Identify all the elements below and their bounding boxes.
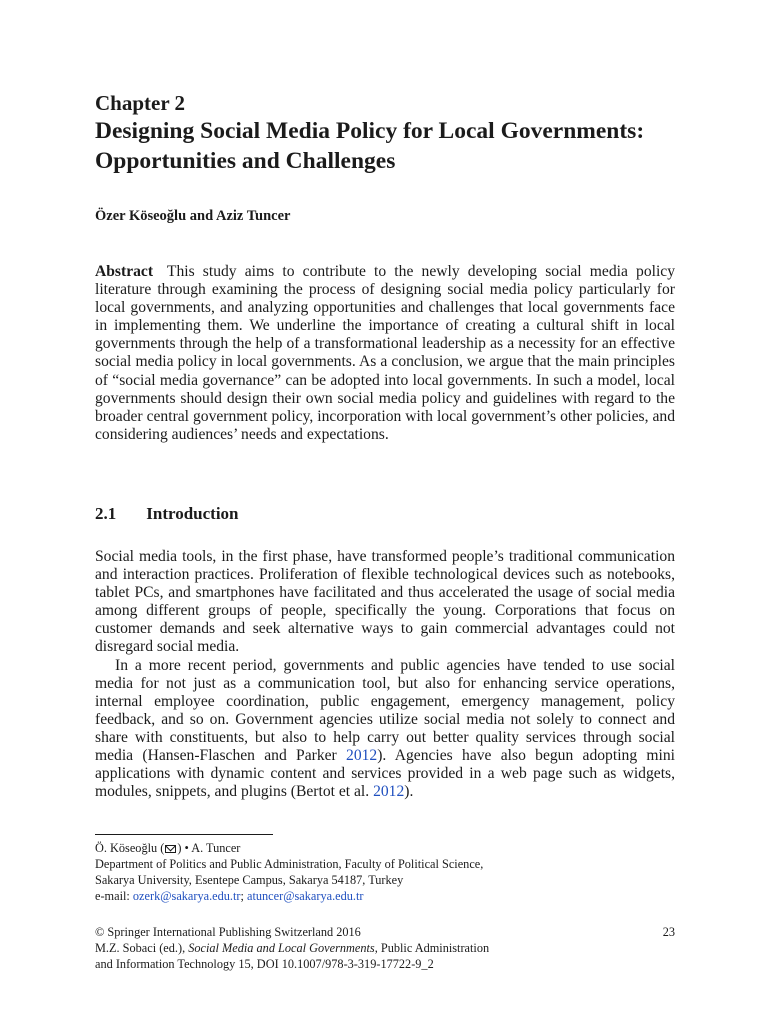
footnote-affiliation-2: Sakarya University, Esentepe Campus, Sakarya 54187, Turkey: [95, 873, 404, 887]
document-page: [95, 0, 675, 1024]
body-text: [95, 548, 675, 801]
editor-line: [95, 940, 675, 956]
envelope-icon: [165, 845, 176, 853]
editor-prefix: M.Z. Sobaci (ed.),: [95, 941, 189, 955]
chapter-title: Designing Social Media Policy for Local Governments: Opportunities and Challenges: [95, 118, 645, 174]
paragraph-2-text-c: ).: [404, 783, 414, 801]
section-title: Introduction: [146, 504, 239, 523]
abstract-text: This study aims to contribute to the newly developing social media policy literature through examining the process of designing social media policy particularly for local governments, and analyzing opportunities and challenges that local governments face in implementing them. We underline the importance of creating a cultural shift in local governments through the help of a transformational leadership as a necessity for an effective social media policy in local governments. As a conclusion, we argue that the main principles of “social media governance” can be adopted into local governments. In such a model, local governments should design their own social media policy and guidelines with regard to the broader central government policy, incorporation with local government’s other policies, and considering audiences’ needs and expectations.: [95, 263, 675, 443]
series-doi-line: and Information Technology 15, DOI 10.1007/978-3-319-17722-9_2: [95, 957, 434, 971]
paragraph-2: [95, 657, 675, 802]
section-heading: [95, 503, 239, 525]
book-title: Social Media and Local Governments: [188, 941, 375, 955]
footnote-authors: [95, 840, 675, 856]
chapter-label: Chapter 2: [95, 91, 186, 115]
paragraph-2-text-b: ). Agencies have also begun adopting mini applications with dynamic content and services provided in a web page such as widgets, modules, snippets, and plugins (Bertot et al.: [95, 747, 675, 801]
series-suffix: , Public Administration: [374, 941, 490, 955]
paragraph-2-text-a: In a more recent period, governments and public agencies have tended to use social media for not just as a communication tool, but also for enhancing service operations, internal employee coordination, public engagement, emergency management, policy feedback, and so on. Government agencies utilize social media not solely to connect and share with constituents, but also to help carry out better quality services through social media (Hansen-Flaschen and Parker: [95, 656, 675, 765]
citation-link-bertot[interactable]: 2012: [373, 783, 405, 801]
email-link-koseoglu[interactable]: ozerk@sakarya.edu.tr: [132, 889, 241, 903]
copyright-line: © Springer International Publishing Switzerland 2016: [95, 925, 361, 939]
footnote-affiliation-1: Department of Politics and Public Administration, Faculty of Political Science,: [95, 857, 484, 871]
section-number: 2.1: [95, 504, 117, 523]
email-label: e-mail:: [95, 889, 133, 903]
abstract: [95, 263, 675, 444]
email-link-tuncer[interactable]: atuncer@sakarya.edu.tr: [247, 889, 364, 903]
citation-link-hansen-flaschen[interactable]: 2012: [346, 747, 378, 765]
chapter-authors: Özer Köseoğlu and Aziz Tuncer: [95, 208, 291, 224]
paragraph-1: Social media tools, in the first phase, have transformed people’s traditional communication and interaction practices. Proliferation of flexible technological devices such as notebooks, tablet PCs, and smartphones have facilitated and thus accelerated the usage of social media among different groups of people, specifically the young. Corporations that focus on customer demands and seek alternative ways to gain commercial advantages could not disregard social media.: [95, 548, 675, 656]
footnote-author-1: Ö. Köseoğlu (: [95, 841, 165, 855]
author-footnote: [95, 840, 675, 904]
publication-info: [95, 924, 675, 972]
email-separator: ;: [240, 889, 248, 903]
footnote-divider: [95, 834, 273, 835]
page-number: 23: [662, 925, 675, 939]
abstract-label: Abstract: [95, 263, 154, 280]
footnote-author-2: ) • A. Tuncer: [177, 841, 241, 855]
footnote-emails: [95, 888, 675, 904]
